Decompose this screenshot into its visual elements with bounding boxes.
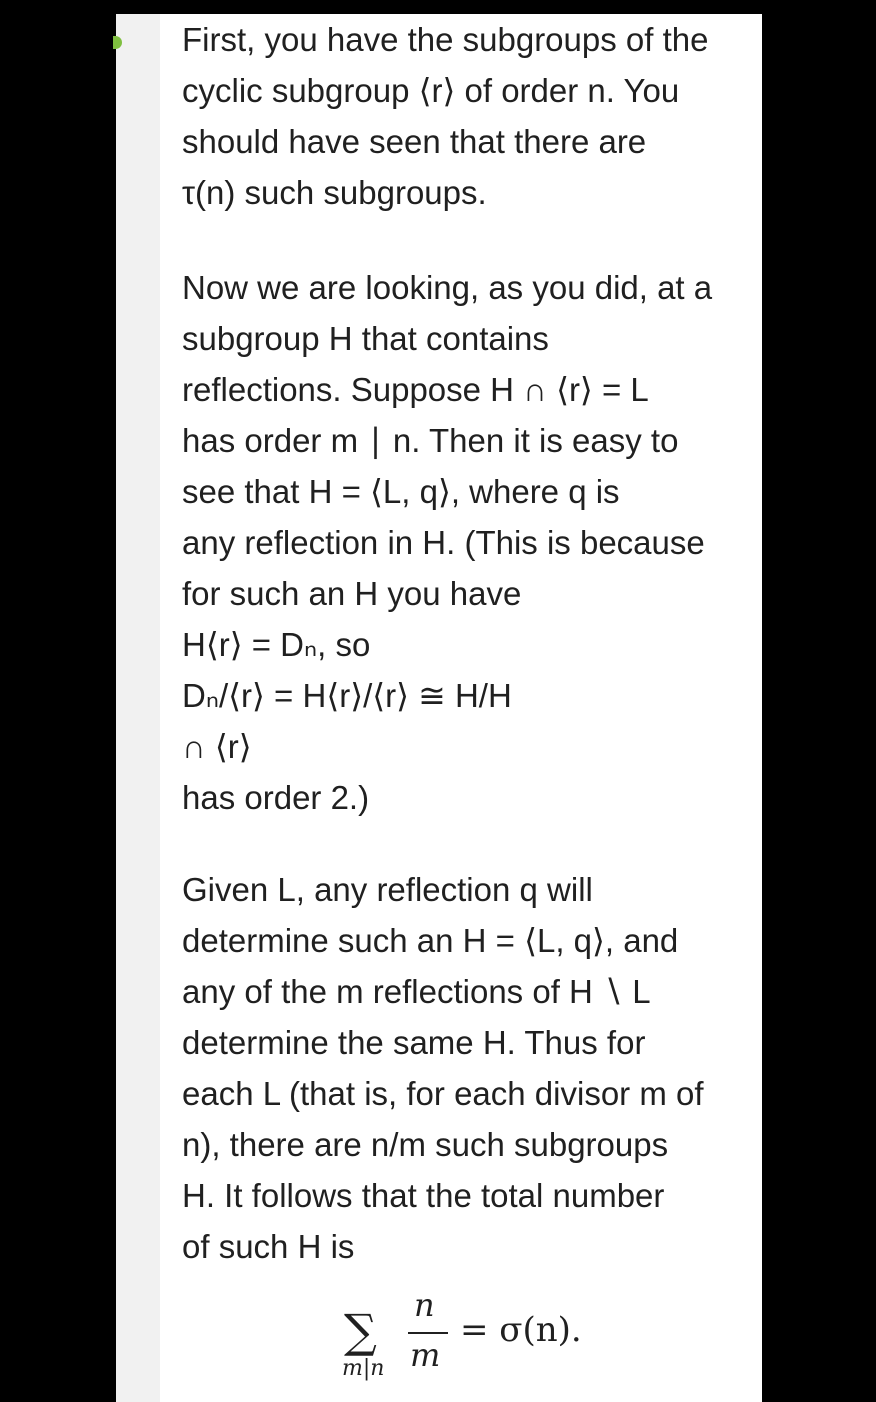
text-line: Now we are looking, as you did, at a xyxy=(182,269,713,306)
text-line: any reflection in H. (This is because xyxy=(182,524,705,561)
text-line: H. It follows that the total number xyxy=(182,1177,665,1214)
fraction-bar xyxy=(408,1332,448,1334)
text-line: determine such an H = ⟨L, q⟩, and xyxy=(182,922,679,959)
text-line: n), there are n/m such subgroups xyxy=(182,1126,669,1163)
vote-marker-icon xyxy=(113,36,122,49)
text-line: subgroup H that contains xyxy=(182,320,549,357)
text-line: ∩ ⟨r⟩ xyxy=(182,728,252,765)
text-line: should have seen that there are xyxy=(182,123,647,160)
text-line: Dₙ/⟨r⟩ = H⟨r⟩/⟨r⟩ ≅ H/H xyxy=(182,677,512,714)
text-line: for such an H you have xyxy=(182,575,522,612)
paragraph-2 xyxy=(182,262,712,823)
text-line: determine the same H. Thus for xyxy=(182,1024,646,1061)
answer-panel xyxy=(116,14,762,1402)
text-line: has order m ∣ n. Then it is easy to xyxy=(182,422,679,459)
text-line: has order 2.) xyxy=(182,779,370,816)
text-line: any of the m reflections of H ∖ L xyxy=(182,973,651,1010)
text-line: of such H is xyxy=(182,1228,355,1265)
text-line: H⟨r⟩ = Dₙ, so xyxy=(182,626,371,663)
text-line: τ(n) such subgroups. xyxy=(182,174,487,211)
text-line: each L (that is, for each divisor m of xyxy=(182,1075,704,1112)
sum-subscript: m|n xyxy=(342,1356,385,1381)
paragraph-1 xyxy=(182,14,708,218)
text-line: First, you have the subgroups of the xyxy=(182,21,709,58)
text-line: see that H = ⟨L, q⟩, where q is xyxy=(182,473,620,510)
paragraph-3 xyxy=(182,864,704,1272)
sigma-symbol: ∑ xyxy=(344,1304,377,1358)
text-line: reflections. Suppose H ∩ ⟨r⟩ = L xyxy=(182,371,649,408)
text-line: Given L, any reflection q will xyxy=(182,871,593,908)
formula-result: = σ(n). xyxy=(460,1310,582,1350)
sum-formula xyxy=(338,1276,598,1396)
text-line: cyclic subgroup ⟨r⟩ of order n. You xyxy=(182,72,680,109)
fraction-denominator: m xyxy=(410,1336,441,1374)
left-gutter xyxy=(116,14,160,1402)
fraction-numerator: n xyxy=(414,1286,435,1324)
